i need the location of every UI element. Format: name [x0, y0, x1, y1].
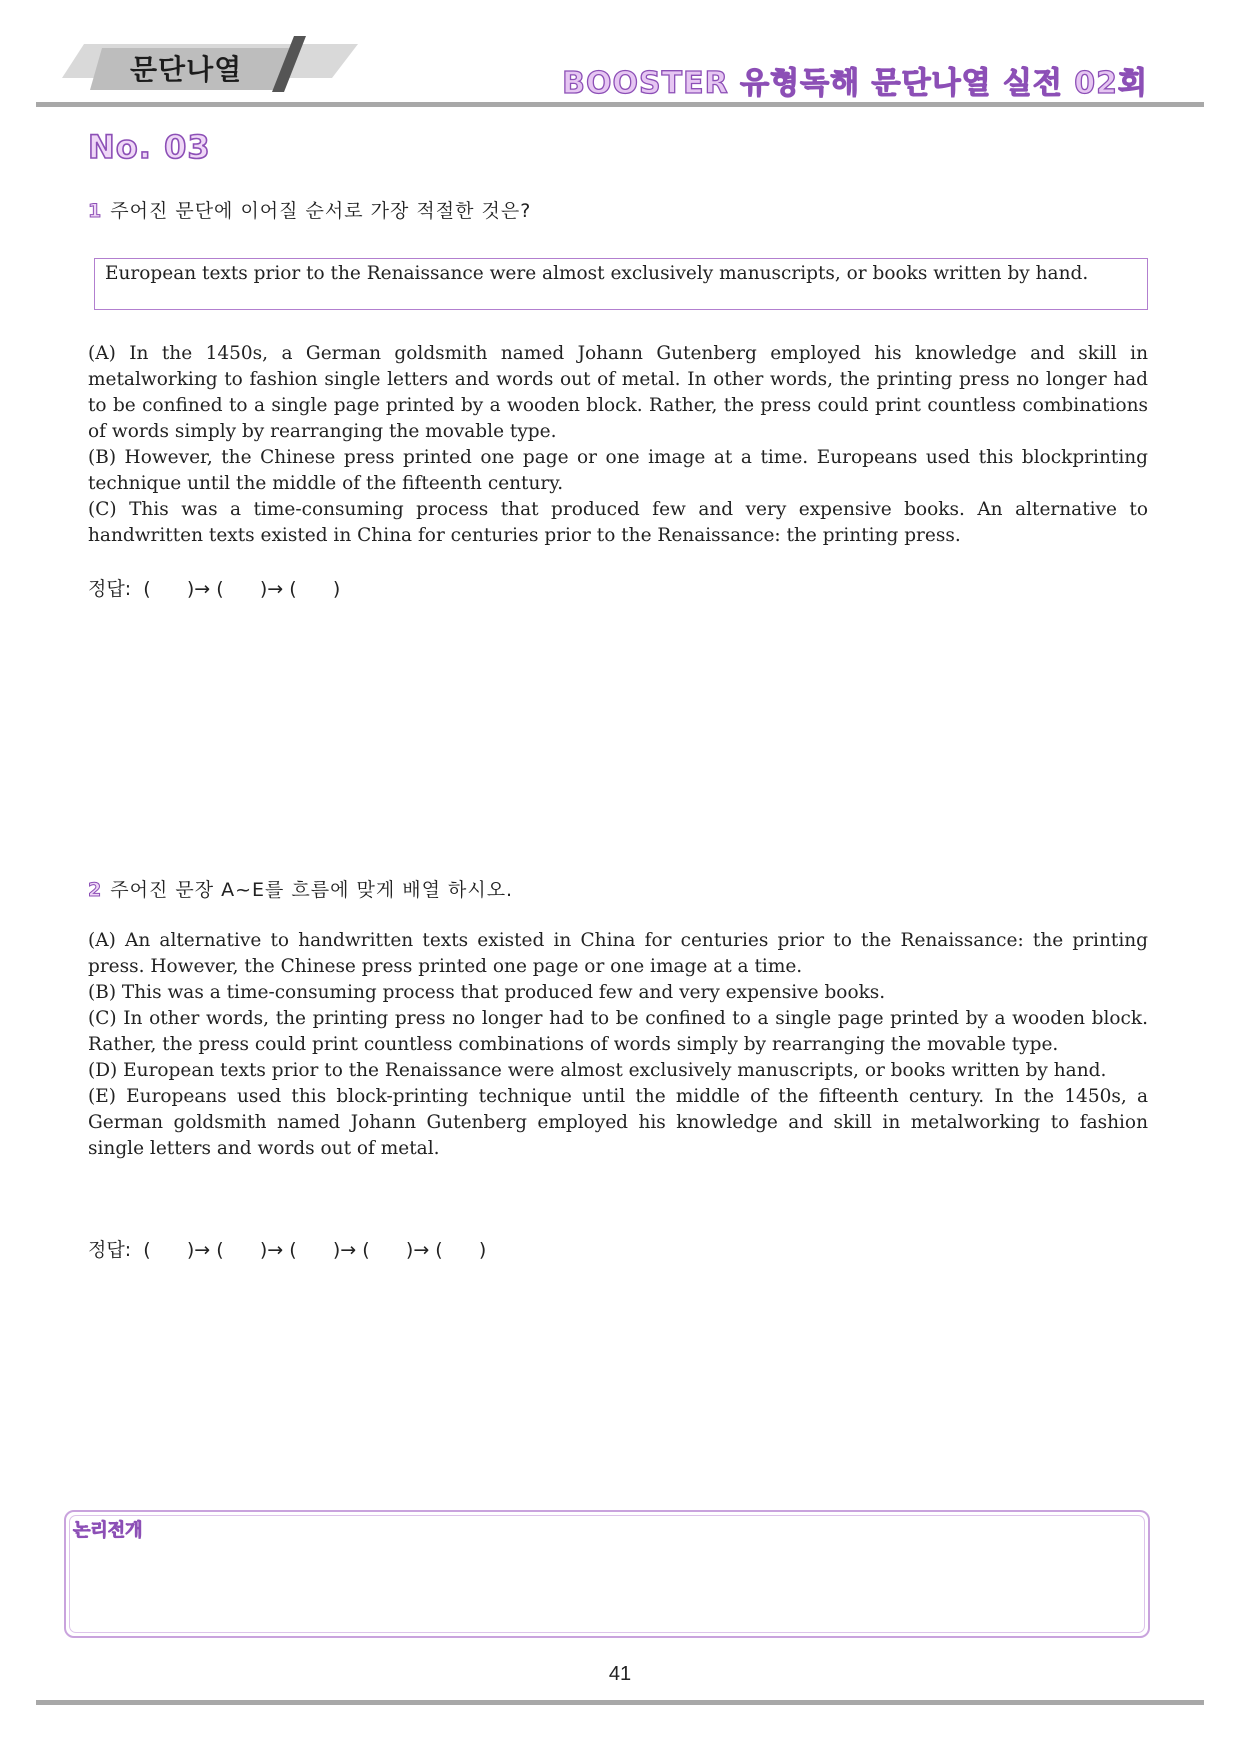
q2-sentence-d: (D) European texts prior to the Renaissance were almost exclusively manuscripts, or books written by hand.: [88, 1060, 1107, 1081]
q1-paragraph-c: (C) This was a time-consuming process that produced few and very expensive books. An alternative to handwritten texts existed in China for centuries prior to the Renaissance: the printing press.: [88, 499, 1148, 546]
q2-sentence-a: (A) An alternative to handwritten texts existed in China for centuries prior to the Renaissance: the printing press. However, the Chinese press printed one page or one image at a time.: [88, 930, 1148, 977]
q2-instruction-line: [88, 875, 513, 902]
q2-sentences: [88, 928, 1148, 1162]
page-number: 41: [608, 1663, 632, 1685]
q1-number: 1: [88, 200, 103, 222]
section-tag: [62, 34, 362, 94]
q1-instruction: 주어진 문단에 이어질 순서로 가장 적절한 것은?: [110, 200, 532, 222]
q2-answer-line: 정답: ( )→ ( )→ ( )→ ( )→ ( ): [88, 1239, 487, 1261]
notes-box[interactable]: [64, 1510, 1150, 1638]
q2-instruction: 주어진 문장 A~E를 흐름에 맞게 배열 하시오.: [110, 879, 514, 901]
q1-instruction-line: [88, 196, 531, 223]
q1-given-text-box: European texts prior to the Renaissance were almost exclusively manuscripts, or books written by hand.: [94, 258, 1148, 310]
q1-paragraph-a: (A) In the 1450s, a German goldsmith named Johann Gutenberg employed his knowledge and skill in metalworking to fashion single letters and words out of metal. In other words, the printing press no longer had to be confined to a single page printed by a wooden block. Rather, the press could print countless combinations of words simply by rearranging the movable type.: [88, 343, 1148, 442]
q2-sentence-e: (E) Europeans used this block-printing technique until the middle of the fifteenth century. In the 1450s, a German goldsmith named Johann Gutenberg employed his knowledge and skill in metalworking to fashion single letters and words out of metal.: [88, 1086, 1148, 1159]
q1-answer-line: 정답: ( )→ ( )→ ( ): [88, 578, 341, 600]
section-tag-label: 문단나열: [130, 53, 243, 86]
q2-number: 2: [88, 879, 103, 901]
footer-rule: [36, 1700, 1204, 1705]
q2-sentence-b: (B) This was a time-consuming process that produced few and very expensive books.: [88, 982, 886, 1003]
series-title: BOOSTER 유형독해 문단나열 실전 02회: [562, 66, 1148, 101]
notes-label: 논리전개: [73, 1520, 143, 1541]
header-rule: [36, 102, 1204, 107]
q1-paragraphs: [88, 341, 1148, 549]
q1-paragraph-b: (B) However, the Chinese press printed one page or one image at a time. Europeans used this blockprinting technique until the middle of the fifteenth century.: [88, 447, 1148, 494]
q2-sentence-c: (C) In other words, the printing press no longer had to be confined to a single page printed by a wooden block. Rather, the press could print countless combinations of words simply by rearranging the movable type.: [88, 1008, 1148, 1055]
problem-number: No. 03: [88, 128, 211, 166]
